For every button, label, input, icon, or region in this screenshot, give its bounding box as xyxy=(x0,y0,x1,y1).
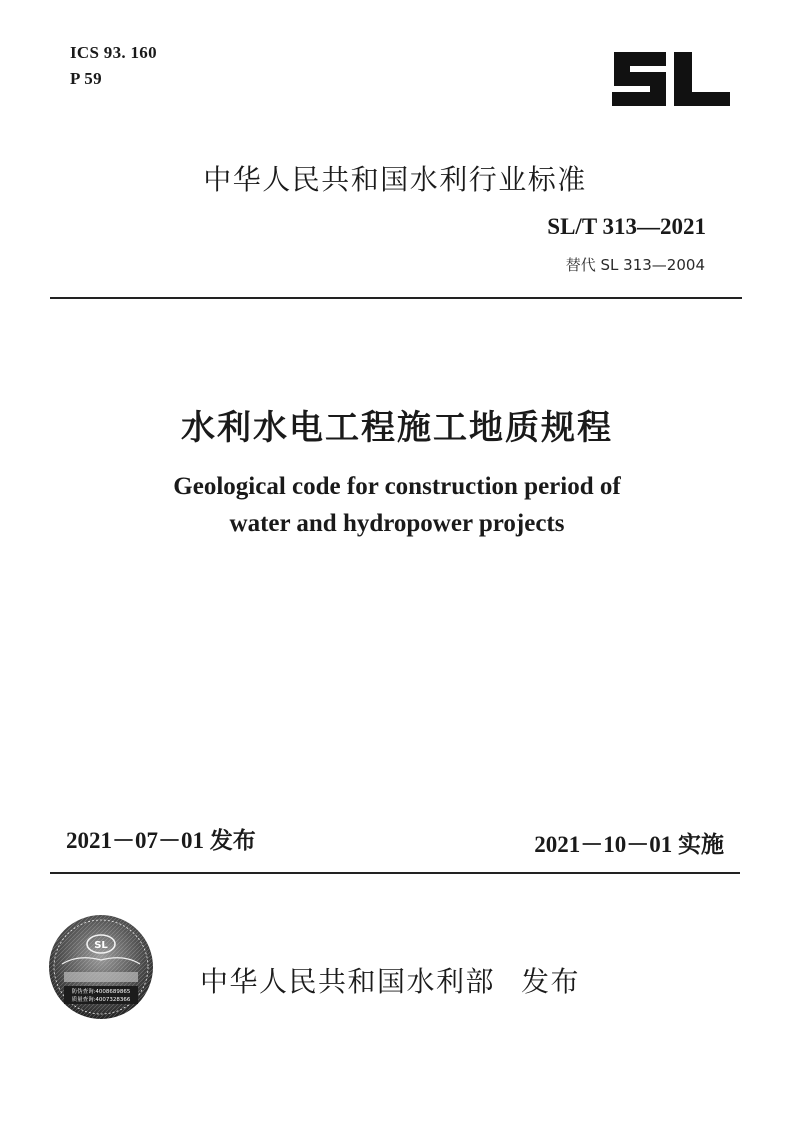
title-english-line-2: water and hydropower projects xyxy=(229,510,565,537)
publisher xyxy=(200,960,580,1000)
industry-standard-title: 中华人民共和国水利行业标准 xyxy=(203,163,587,196)
title-chinese: 水利水电工程施工地质规程 xyxy=(181,408,613,448)
anti-counterfeit-seal xyxy=(48,914,154,1020)
title-english xyxy=(0,468,794,542)
issue-date: 2021－07－01 发布 xyxy=(66,828,256,853)
category-code: P 59 xyxy=(70,69,102,88)
ics-code: ICS 93. 160 xyxy=(70,43,157,62)
publisher-name: 中华人民共和国水利部 xyxy=(200,965,496,998)
title-english-line-1: Geological code for construction period of xyxy=(173,473,621,500)
standard-number: SL/T 313—2021 xyxy=(547,214,706,239)
classification-codes xyxy=(70,40,157,92)
sl-logo xyxy=(608,46,732,112)
svg-text:SL: SL xyxy=(94,940,108,951)
publish-label: 发布 xyxy=(521,965,581,998)
seal-text-1: 防伪查询:4008689865 xyxy=(71,989,131,995)
bottom-divider xyxy=(50,872,740,874)
replaces-standard: 替代 SL 313—2004 xyxy=(565,256,705,274)
seal-text-2: 质量查询:4007328366 xyxy=(71,997,131,1003)
implementation-date: 2021－10－01 实施 xyxy=(534,832,724,857)
top-divider xyxy=(50,297,742,299)
